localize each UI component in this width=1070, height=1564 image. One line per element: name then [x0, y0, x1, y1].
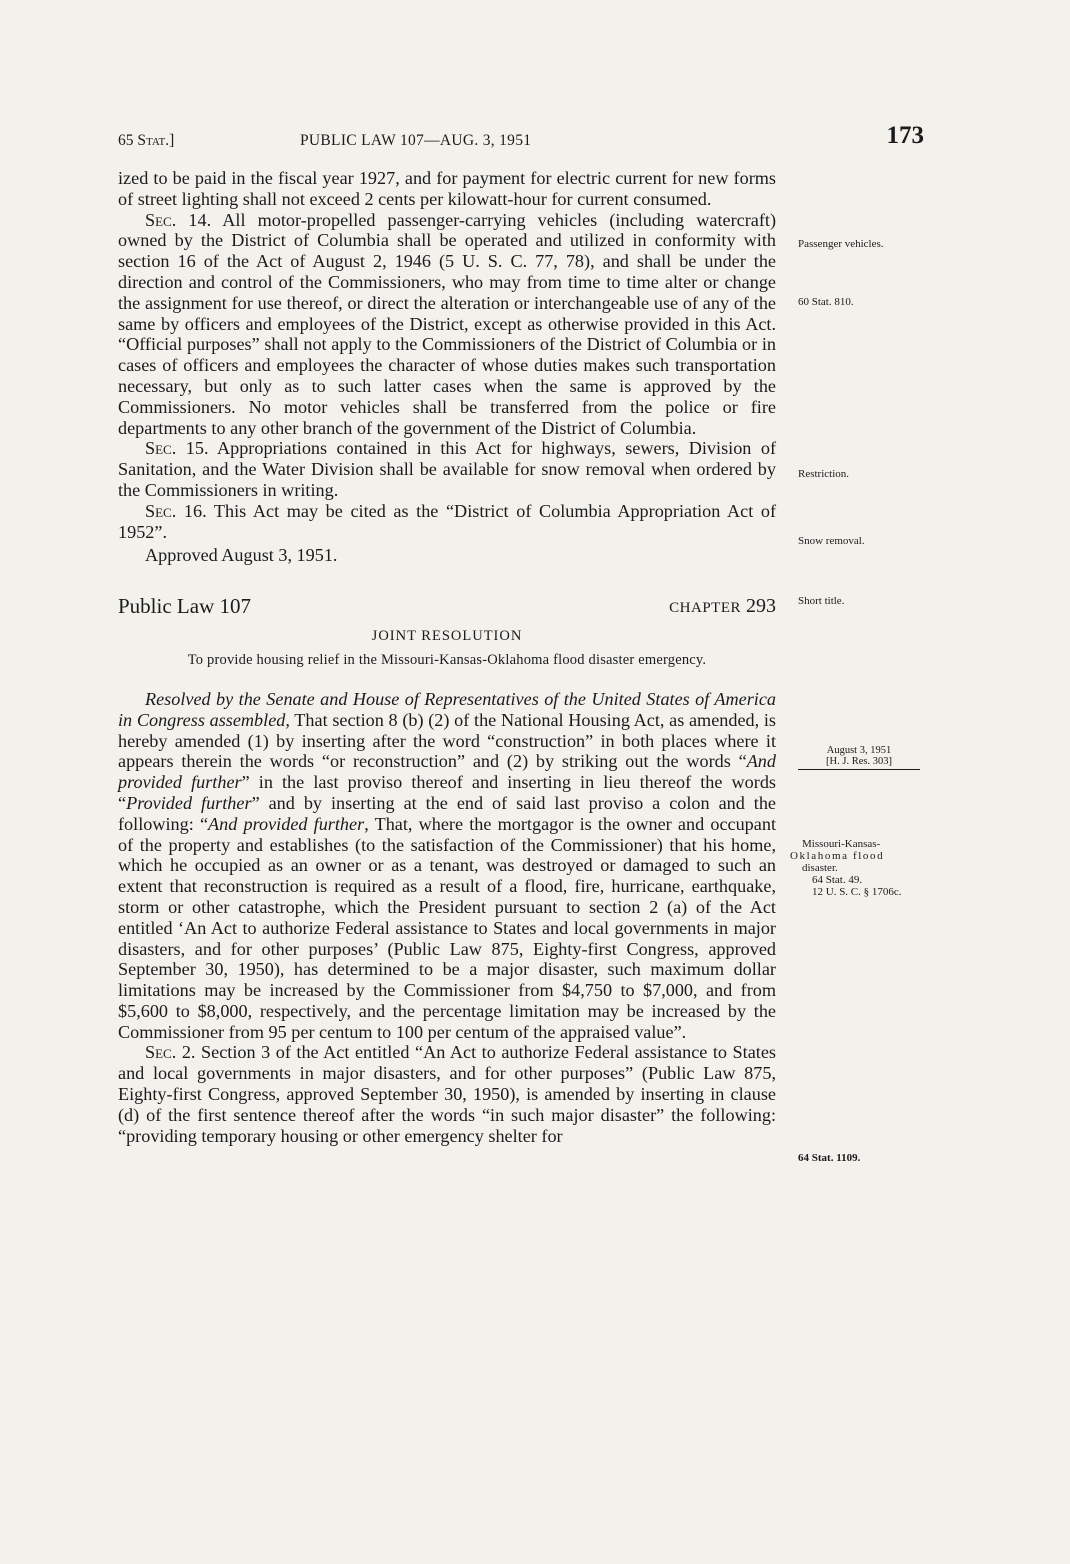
note-usc: 12 U. S. C. § 1706c.	[812, 886, 902, 898]
page-header	[118, 122, 924, 158]
page-number: 173	[886, 122, 924, 149]
note-flood-2: Oklahoma flood	[790, 850, 885, 862]
note-64-stat-49: 64 Stat. 49.	[812, 874, 863, 886]
body-text	[118, 168, 776, 1146]
note-date-hjres: August 3, 1951 [H. J. Res. 303]	[798, 745, 920, 770]
note-60-stat-810: 60 Stat. 810.	[798, 296, 854, 308]
volume-reference: 65 Stat.]	[118, 132, 175, 149]
note-snow-removal: Snow removal.	[798, 535, 865, 547]
section-14: Sec. 14. All motor-propelled passenger-carrying vehicles (including watercraft) owned by the District of Columbia shall be operated and utilized in conformity with section 16 of the Act of August 2, 1946 (5 U. S. C. 77, 78), and shall be under the direction and control of the Commissioners, who may from time to time alter or change the assignment for use thereof, or direct the alteration or interchangeable use of any of the same by officers and employees of the District, except as otherwise provided in this Act. “Official purposes” shall not apply to the Commissioners of the District of Columbia or in cases of officers and employees the character of whose duties makes such transportation necessary, but only as to such latter cases when the same is approved by the Commissioners. No motor vehicles shall be transferred from the police or fire departments to any other branch of the government of the District of Columbia.	[118, 209, 777, 438]
note-passenger-vehicles: Passenger vehicles.	[798, 238, 884, 250]
public-law-label: Public Law 107	[118, 594, 251, 619]
section-15: Sec. 15. Appropriations contained in this Act for highways, sewers, Division of Sanitation, and the Water Division shall be available for snow removal when ordered by the Commissioners in writing.	[118, 438, 777, 500]
note-flood-3: disaster.	[802, 862, 838, 874]
continued-paragraph: ized to be paid in the fiscal year 1927, and for payment for electric current for new forms of street lighting shall not exceed 2 cents per kilowatt-hour for current consumed.	[118, 168, 776, 209]
note-restriction: Restriction.	[798, 468, 850, 480]
note-short-title: Short title.	[798, 595, 845, 607]
public-law-heading	[118, 596, 776, 624]
chapter-label: CHAPTER 293	[669, 595, 776, 618]
resolution-purpose: To provide housing relief in the Missouri-Kansas-Oklahoma flood disaster emergency.	[187, 651, 707, 668]
running-title: PUBLIC LAW 107—AUG. 3, 1951	[300, 132, 532, 149]
section-2: Sec. 2. Section 3 of the Act entitled “An Act to authorize Federal assistance to States and local governments in major disasters, and for other purposes” (Public Law 875, Eighty-first Congress, approved September 30, 1950), is amended by inserting in clause (d) of the first sentence thereof after the words “in such major disaster” the following: “providing temporary housing or other emergency shelter for	[118, 1042, 776, 1146]
section-16: Sec. 16. This Act may be cited as the “District of Columbia Appropriation Act of 1952”.	[118, 500, 777, 542]
approval-line: Approved August 3, 1951.	[145, 545, 338, 566]
note-flood-1: Missouri-Kansas-	[802, 838, 881, 850]
note-64-stat-1109: 64 Stat. 1109.	[798, 1152, 861, 1164]
joint-resolution-title: JOINT RESOLUTION	[371, 628, 523, 645]
resolving-clause: Resolved by the Senate and House of Representatives of the United States of America in Congress assembled, That section 8 (b) (2) of the National Housing Act, as amended, is hereby amended (1) by inserting after the word “construction” in both places where it appears therein the words “or reconstruction” and (2) by striking out the words “And provided further” in the last proviso thereof and inserting in lieu thereof the words “Provided further” and by inserting at the end of said last proviso a colon and the following: “And provided further, That, where the mortgagor is the owner and occupant of the property and establishes (to the satisfaction of the Commissioner) that his home, which he occupied as an owner or as a tenant, was destroyed or damaged to such an extent that reconstruction is required as a result of a flood, fire, hurricane, earthquake, storm or other catastrophe, which the President pursuant to section 2 (a) of the Act entitled ‘An Act to authorize Federal assistance to States and local governments in major disasters, and for other purposes’ (Public Law 875, Eighty-first Congress, approved September 30, 1950), has determined to be a major disaster, such maximum dollar limitations may be increased by the Commissioner from $4,750 to $7,000, and from $5,600 to $8,000, respectively, and the percentage limitation may be increased by the Commissioner from 95 per centum to 100 per centum of the appraised value”.	[118, 688, 777, 1042]
